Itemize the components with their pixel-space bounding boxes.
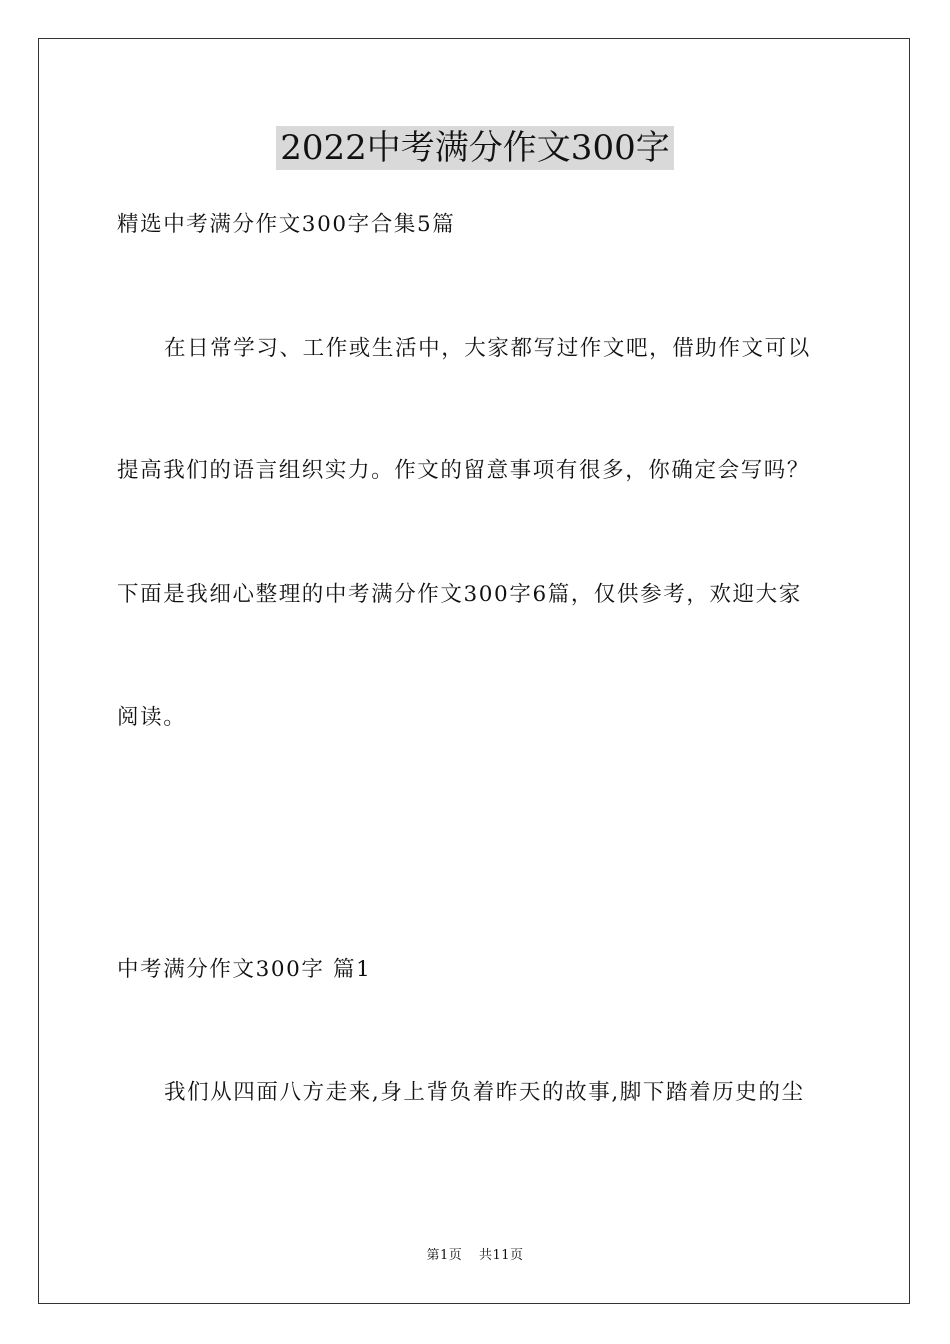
- intro-line-2: 提高我们的语言组织实力。作文的留意事项有很多，你确定会写吗？: [117, 458, 811, 483]
- document-title: 2022中考满分作文300字: [276, 126, 673, 170]
- document-subtitle: 精选中考满分作文300字合集5篇: [117, 212, 456, 237]
- intro-line-3: 下面是我细心整理的中考满分作文300字6篇，仅供参考，欢迎大家: [117, 582, 802, 607]
- page-total: 共11页: [478, 1248, 524, 1263]
- title-container: [0, 126, 950, 170]
- intro-line-1: 在日常学习、工作或生活中，大家都写过作文吧，借助作文可以: [164, 336, 811, 361]
- section-line-1: 我们从四面八方走来,身上背负着昨天的故事,脚下踏着历史的尘: [164, 1080, 805, 1105]
- intro-line-4: 阅读。: [117, 705, 187, 730]
- page-number: 第1页: [426, 1248, 463, 1263]
- section-heading: 中考满分作文300字 篇1: [117, 957, 372, 982]
- page-footer: [0, 1247, 950, 1265]
